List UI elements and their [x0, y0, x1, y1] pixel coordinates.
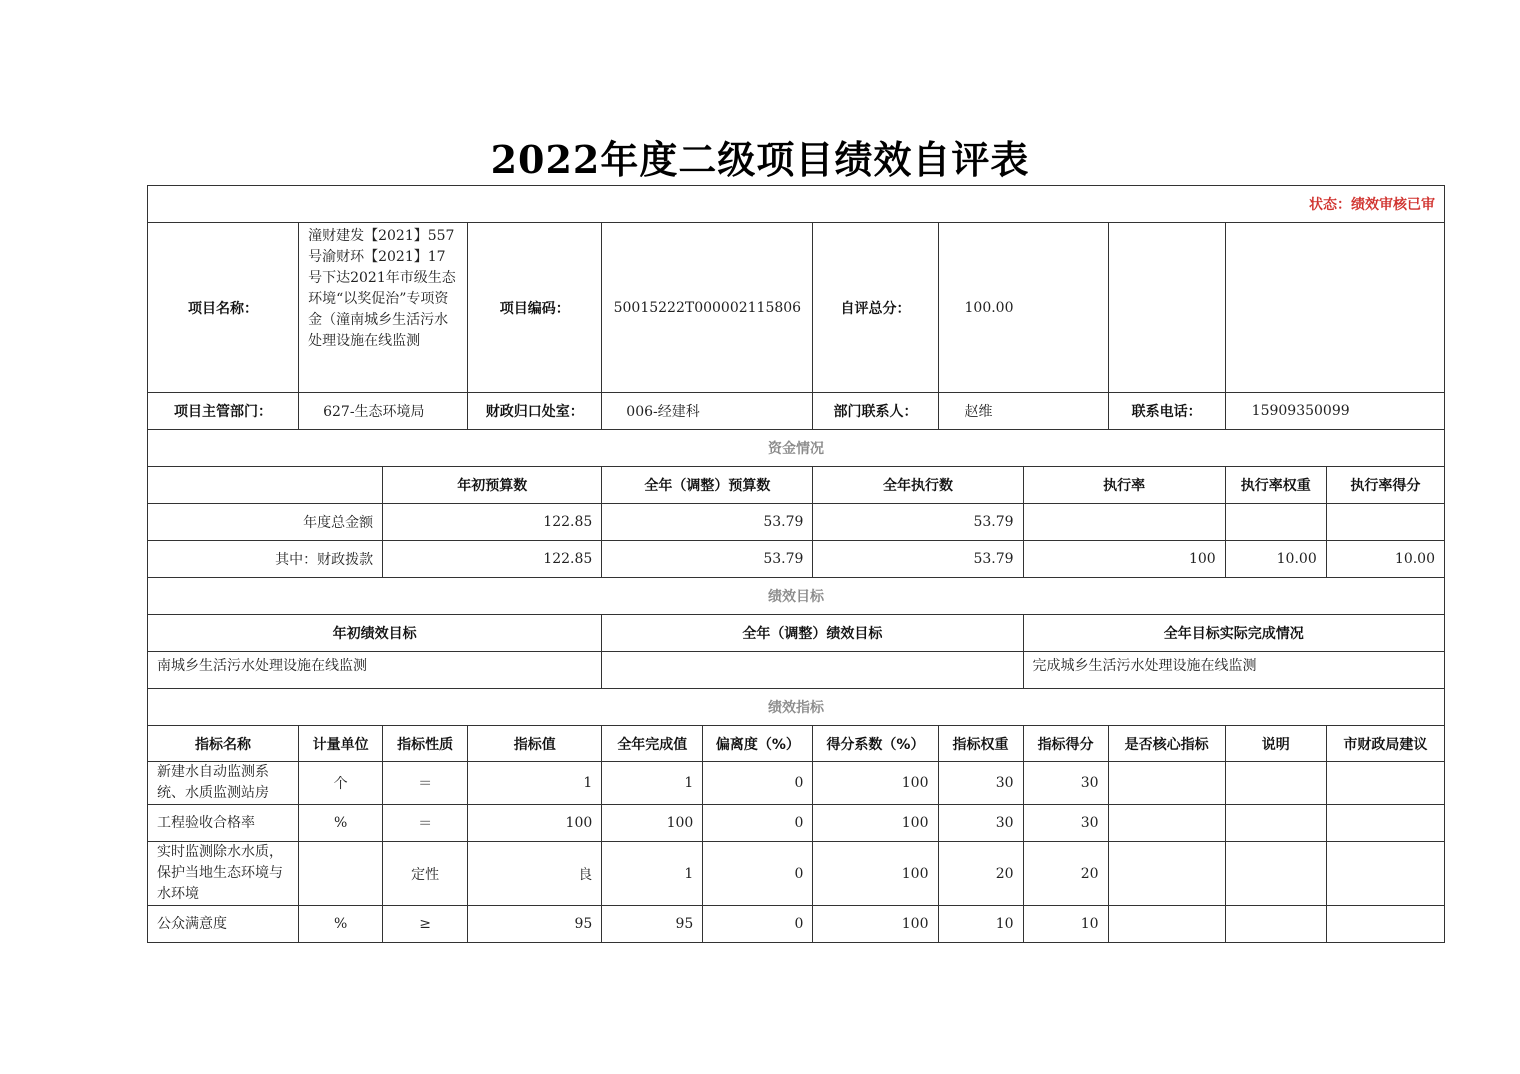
status-badge: 状态：绩效审核已审 — [148, 186, 1445, 223]
indicator-header: 得分系数（%） — [813, 726, 938, 762]
indicator-name: 新建水自动监测系统、水质监测站房 — [148, 762, 299, 805]
indicator-header: 全年完成值 — [602, 726, 703, 762]
funds-header: 执行率权重 — [1225, 467, 1326, 504]
project-code-label: 项目编码： — [468, 223, 602, 393]
department-row — [148, 393, 1445, 430]
finance-office-value: 006-经建科 — [602, 393, 813, 430]
actual-completion: 完成城乡生活污水处理设施在线监测 — [1023, 652, 1444, 689]
indicator-header: 指标名称 — [148, 726, 299, 762]
indicator-header: 说明 — [1225, 726, 1326, 762]
rate-score — [1326, 504, 1444, 541]
indicator-advice — [1326, 762, 1444, 805]
self-score-value: 100.00 — [938, 223, 1108, 393]
funds-row-label: 年度总金额 — [148, 504, 383, 541]
table-row — [148, 504, 1445, 541]
indicators-section-title: 绩效指标 — [148, 689, 1445, 726]
funds-header: 执行率 — [1023, 467, 1225, 504]
indicator-nature: ＝ — [383, 762, 468, 805]
indicator-score: 30 — [1023, 805, 1108, 842]
initial-goal: 南城乡生活污水处理设施在线监测 — [148, 652, 602, 689]
indicator-nature: ≥ — [383, 906, 468, 943]
indicator-advice — [1326, 805, 1444, 842]
indicator-core — [1108, 906, 1225, 943]
indicator-actual: 1 — [602, 842, 703, 906]
goals-section-title: 绩效目标 — [148, 578, 1445, 615]
indicator-coefficient: 100 — [813, 906, 938, 943]
funds-header: 全年执行数 — [813, 467, 1023, 504]
indicator-weight: 10 — [938, 906, 1023, 943]
indicator-core — [1108, 762, 1225, 805]
project-name-label: 项目名称： — [148, 223, 299, 393]
funds-header: 执行率得分 — [1326, 467, 1444, 504]
indicator-unit — [299, 842, 383, 906]
indicator-coefficient: 100 — [813, 805, 938, 842]
indicator-actual: 95 — [602, 906, 703, 943]
rate-weight: 10.00 — [1225, 541, 1326, 578]
indicator-advice — [1326, 842, 1444, 906]
indicator-unit: 个 — [299, 762, 383, 805]
dept-value: 627-生态环境局 — [299, 393, 468, 430]
executed-amount: 53.79 — [813, 504, 1023, 541]
indicator-target: 100 — [468, 805, 602, 842]
indicator-note — [1225, 805, 1326, 842]
empty-cell — [1225, 223, 1444, 393]
indicator-core — [1108, 805, 1225, 842]
indicator-deviation: 0 — [703, 906, 813, 943]
indicator-core — [1108, 842, 1225, 906]
indicator-header: 指标值 — [468, 726, 602, 762]
funds-row-label: 其中：财政拨款 — [148, 541, 383, 578]
indicator-header: 指标权重 — [938, 726, 1023, 762]
indicator-target: 1 — [468, 762, 602, 805]
indicator-unit: % — [299, 906, 383, 943]
goals-header: 全年（调整）绩效目标 — [602, 615, 1023, 652]
adjusted-budget: 53.79 — [602, 504, 813, 541]
indicator-advice — [1326, 906, 1444, 943]
goals-header-row — [148, 615, 1445, 652]
indicator-deviation: 0 — [703, 842, 813, 906]
goals-header: 年初绩效目标 — [148, 615, 602, 652]
table-row — [148, 842, 1445, 906]
phone-label: 联系电话： — [1108, 393, 1225, 430]
indicator-note — [1225, 762, 1326, 805]
indicator-score: 20 — [1023, 842, 1108, 906]
table-row — [148, 762, 1445, 805]
table-row — [148, 906, 1445, 943]
empty-cell — [148, 467, 383, 504]
indicator-coefficient: 100 — [813, 842, 938, 906]
indicator-unit: % — [299, 805, 383, 842]
self-evaluation-table — [147, 185, 1445, 943]
indicator-score: 10 — [1023, 906, 1108, 943]
indicator-weight: 20 — [938, 842, 1023, 906]
indicator-header: 指标得分 — [1023, 726, 1108, 762]
funds-header: 年初预算数 — [383, 467, 602, 504]
funds-section-title: 资金情况 — [148, 430, 1445, 467]
indicator-header: 计量单位 — [299, 726, 383, 762]
indicator-score: 30 — [1023, 762, 1108, 805]
indicator-weight: 30 — [938, 805, 1023, 842]
indicator-header: 是否核心指标 — [1108, 726, 1225, 762]
adjusted-budget: 53.79 — [602, 541, 813, 578]
contact-label: 部门联系人： — [813, 393, 938, 430]
indicator-coefficient: 100 — [813, 762, 938, 805]
execution-rate — [1023, 504, 1225, 541]
indicator-note — [1225, 906, 1326, 943]
indicator-actual: 1 — [602, 762, 703, 805]
project-info-row — [148, 223, 1445, 393]
indicator-target: 良 — [468, 842, 602, 906]
indicator-deviation: 0 — [703, 762, 813, 805]
indicator-name: 工程验收合格率 — [148, 805, 299, 842]
table-row — [148, 805, 1445, 842]
indicator-header: 指标性质 — [383, 726, 468, 762]
dept-label: 项目主管部门： — [148, 393, 299, 430]
indicator-name: 实时监测除水水质，保护当地生态环境与水环境 — [148, 842, 299, 906]
self-score-label: 自评总分： — [813, 223, 938, 393]
page-title: 2022年度二级项目绩效自评表 — [490, 137, 1030, 182]
table-row — [148, 541, 1445, 578]
indicator-actual: 100 — [602, 805, 703, 842]
initial-budget: 122.85 — [383, 504, 602, 541]
project-name-value: 潼财建发【2021】557号渝财环【2021】17号下达2021年市级生态环境“以奖促治”专项资金（潼南城乡生活污水处理设施在线监测 — [299, 223, 468, 393]
rate-score: 10.00 — [1326, 541, 1444, 578]
phone-value: 15909350099 — [1225, 393, 1444, 430]
initial-budget: 122.85 — [383, 541, 602, 578]
indicator-deviation: 0 — [703, 805, 813, 842]
indicator-header: 市财政局建议 — [1326, 726, 1444, 762]
indicator-weight: 30 — [938, 762, 1023, 805]
indicator-header: 偏离度（%） — [703, 726, 813, 762]
goals-row — [148, 652, 1445, 689]
funds-header: 全年（调整）预算数 — [602, 467, 813, 504]
finance-office-label: 财政归口处室： — [468, 393, 602, 430]
goals-header: 全年目标实际完成情况 — [1023, 615, 1444, 652]
executed-amount: 53.79 — [813, 541, 1023, 578]
indicator-note — [1225, 842, 1326, 906]
indicator-nature: ＝ — [383, 805, 468, 842]
indicator-name: 公众满意度 — [148, 906, 299, 943]
execution-rate: 100 — [1023, 541, 1225, 578]
contact-value: 赵维 — [938, 393, 1108, 430]
project-code-value: 50015222T000002115806 — [602, 223, 813, 393]
indicator-nature: 定性 — [383, 842, 468, 906]
indicators-header-row — [148, 726, 1445, 762]
rate-weight — [1225, 504, 1326, 541]
indicator-target: 95 — [468, 906, 602, 943]
funds-header-row — [148, 467, 1445, 504]
adjusted-goal — [602, 652, 1023, 689]
empty-cell — [1108, 223, 1225, 393]
